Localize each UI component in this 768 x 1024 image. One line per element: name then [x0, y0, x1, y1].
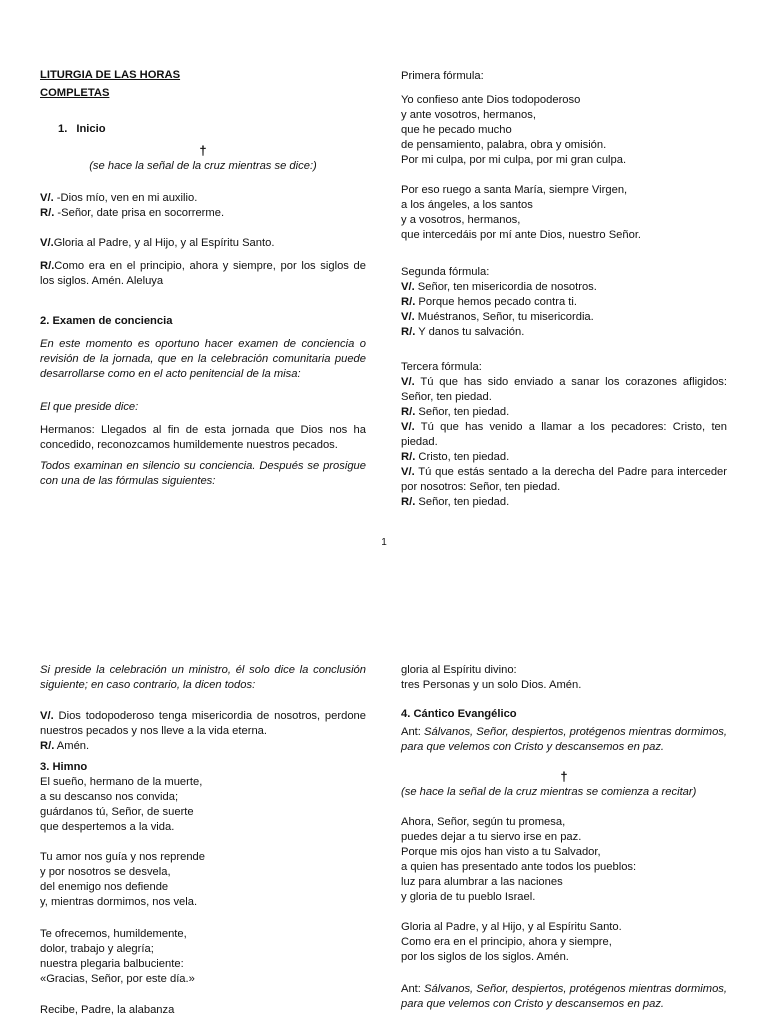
versicle-line: [40, 236, 366, 251]
conclusion-note: Si preside la celebración un ministro, él solo dice la conclusión siguiente; en caso contrario, la dicen todos:: [40, 664, 366, 691]
instruction-text: (se hace la señal de la cruz mientras se dice:): [89, 160, 317, 172]
formula-label: Primera fórmula:: [401, 70, 484, 82]
dialogue-text: Señor, ten misericordia de nosotros.: [414, 281, 597, 293]
verse-line: gloria al Espíritu divino:: [401, 664, 517, 676]
presider-note: El que preside dice:: [40, 401, 139, 413]
versicle-line: [40, 191, 366, 206]
verse-line: El sueño, hermano de la muerte,: [40, 776, 203, 788]
title-line-1: LITURGIA DE LAS HORAS: [40, 69, 181, 81]
page1-right-column: [401, 69, 727, 510]
verse-line: Ahora, Señor, según tu promesa,: [401, 816, 566, 828]
verse-line: por los siglos de los siglos. Amén.: [401, 951, 569, 963]
dialogue-text: Muéstranos, Señor, tu misericordia.: [414, 311, 594, 323]
confiteor-stanza-1: [401, 93, 727, 168]
canticle-stanza-2: [401, 920, 727, 965]
dialogue-line: [401, 310, 727, 325]
dialogue-line: [401, 280, 727, 295]
amen-text: Amén.: [54, 740, 90, 752]
title-line-2: COMPLETAS: [40, 87, 110, 99]
response-text: -Señor, date prisa en socorrerme.: [54, 207, 225, 219]
versicle-mark: V/.: [401, 311, 415, 323]
dialogue-text: Cristo, ten piedad.: [415, 451, 510, 463]
verse-line: nuestra plegaria balbuciente:: [40, 958, 184, 970]
formula-label: Segunda fórmula:: [401, 266, 490, 278]
antiphon-text: Sálvanos, Señor, despiertos, protégenos mientras dormimos, para que velemos con Cristo y descansemos en paz.: [401, 983, 727, 1010]
dialogue-line: [401, 295, 727, 310]
dialogue-line: [401, 325, 727, 340]
verse-line: y por nosotros se desvela,: [40, 866, 171, 878]
canticle-stanza-1: [401, 815, 727, 905]
page1-left-column: [40, 68, 366, 489]
confiteor-stanza-2: [401, 183, 727, 243]
dialogue-text: Señor, ten piedad.: [415, 406, 510, 418]
verse-line: y ante vosotros, hermanos,: [401, 109, 536, 121]
response-mark: R/.: [401, 451, 416, 463]
versicle-mark: V/.: [40, 237, 54, 249]
antiphon-text: Sálvanos, Señor, despiertos, protégenos mientras dormimos, para que velemos con Cristo y descansemos en paz.: [401, 726, 727, 753]
verse-line: y gloria de tu pueblo Israel.: [401, 891, 536, 903]
verse-line: a quien has presentado ante todos los pueblos:: [401, 861, 637, 873]
verse-line: dolor, trabajo y alegría;: [40, 943, 154, 955]
absolution-text: Dios todopoderoso tenga misericordia de nosotros, perdone nuestros pecados y nos lleve a la vida eterna.: [40, 710, 366, 737]
response-mark: R/.: [401, 496, 416, 508]
page-gap: [0, 552, 768, 652]
dialogue-line: [401, 375, 727, 405]
verse-line: que despertemos a la vida.: [40, 821, 175, 833]
dialogue-line: [401, 495, 727, 510]
hymn-stanza-3: [40, 927, 366, 987]
hymn-stanza-1: [40, 775, 366, 835]
amen-line: [40, 739, 366, 754]
absolution-line: [40, 709, 366, 739]
section-heading-cantico: 4. Cántico Evangélico: [401, 708, 517, 720]
page-number: 1: [381, 537, 387, 548]
page2-right-column: [401, 663, 727, 1012]
dialogue-text: Tú que has venido a llamar a los pecadores: Cristo, ten piedad.: [401, 421, 727, 448]
verse-line: Gloria al Padre, y al Hijo, y al Espíritu Santo.: [401, 921, 622, 933]
antiphon-label: Ant:: [401, 983, 421, 995]
response-mark: R/.: [401, 296, 416, 308]
verse-line: Por eso ruego a santa María, siempre Virgen,: [401, 184, 628, 196]
section-number: 1.: [58, 123, 68, 135]
verse-line: que he pecado mucho: [401, 124, 512, 136]
response-mark: R/.: [401, 406, 416, 418]
verse-line: a su descanso nos convida;: [40, 791, 179, 803]
verse-line: tres Personas y un solo Dios. Amén.: [401, 679, 582, 691]
versicle-mark: V/.: [40, 710, 54, 722]
dialogue-text: Y danos tu salvación.: [415, 326, 525, 338]
antiphon-label: Ant:: [401, 726, 421, 738]
verse-line: luz para alumbrar a las naciones: [401, 876, 563, 888]
response-mark: R/.: [40, 260, 55, 272]
verse-line: y a vosotros, hermanos,: [401, 214, 521, 226]
dialogue-text: Tú que estás sentado a la derecha del Padre para interceder por nosotros: Señor, ten piedad.: [401, 466, 727, 493]
verse-line: que intercedáis por mí ante Dios, nuestro Señor.: [401, 229, 642, 241]
dialogue-line: [401, 450, 727, 465]
verse-line: Por mi culpa, por mi culpa, por mi gran culpa.: [401, 154, 627, 166]
formula-label: Tercera fórmula:: [401, 361, 482, 373]
verse-line: del enemigo nos defiende: [40, 881, 169, 893]
dialogue-line: [401, 465, 727, 495]
response-mark: R/.: [40, 740, 55, 752]
verse-line: a los ángeles, a los santos: [401, 199, 533, 211]
presider-words: Hermanos: Llegados al fin de esta jornada que Dios nos ha concedido, reconozcamos humildemente nuestros pecados.: [40, 424, 366, 451]
page2-left-column: [40, 663, 366, 1018]
verse-line: y, mientras dormimos, nos vela.: [40, 896, 198, 908]
verse-line: guárdanos tú, Señor, de suerte: [40, 806, 194, 818]
response-line: [40, 259, 366, 289]
verse-line: Porque mis ojos han visto a tu Salvador,: [401, 846, 601, 858]
antiphon: [401, 982, 727, 1012]
response-mark: R/.: [401, 326, 416, 338]
section-title: Inicio: [76, 123, 106, 135]
dialogue-line: [401, 405, 727, 420]
versicle-mark: V/.: [401, 281, 415, 293]
versicle-mark: V/.: [401, 376, 415, 388]
dialogue-text: Señor, ten piedad.: [415, 496, 510, 508]
response-mark: R/.: [40, 207, 55, 219]
dialogue-text: Porque hemos pecado contra ti.: [415, 296, 577, 308]
verse-line: Como era en el principio, ahora y siempre,: [401, 936, 612, 948]
response-text: Como era en el principio, ahora y siempre, por los siglos de los siglos. Amén. Aleluya: [40, 260, 366, 287]
examen-intro: En este momento es oportuno hacer examen de conciencia o revisión de la jornada, que en la celebración comunitaria puede desarrollarse como en el acto penitencial de la misa:: [40, 338, 366, 380]
section-heading-himno: 3. Himno: [40, 761, 88, 773]
dialogue-line: [401, 420, 727, 450]
hymn-stanza-2: [40, 850, 366, 910]
verse-line: Recibe, Padre, la alabanza: [40, 1004, 175, 1016]
dialogue-text: Tú que has sido enviado a sanar los corazones afligidos: Señor, ten piedad.: [401, 376, 727, 403]
verse-line: de pensamiento, palabra, obra y omisión.: [401, 139, 607, 151]
cross-icon: †: [199, 143, 207, 158]
versicle-mark: V/.: [401, 421, 415, 433]
versicle-text: Gloria al Padre, y al Hijo, y al Espíritu Santo.: [53, 237, 275, 249]
silence-note: Todos examinan en silencio su conciencia. Después se prosigue con una de las fórmulas siguientes:: [40, 460, 366, 487]
instruction-text: (se hace la señal de la cruz mientras se comienza a recitar): [401, 786, 697, 798]
verse-line: Yo confieso ante Dios todopoderoso: [401, 94, 581, 106]
response-line: [40, 206, 366, 221]
antiphon: [401, 725, 727, 755]
verse-line: «Gracias, Señor, por este día.»: [40, 973, 195, 985]
versicle-mark: V/.: [401, 466, 415, 478]
verse-line: Te ofrecemos, humildemente,: [40, 928, 187, 940]
verse-line: Tu amor nos guía y nos reprende: [40, 851, 206, 863]
section-heading-inicio: [40, 122, 366, 137]
verse-line: puedes dejar a tu siervo irse en paz.: [401, 831, 582, 843]
versicle-text: -Dios mío, ven en mi auxilio.: [53, 192, 198, 204]
versicle-mark: V/.: [40, 192, 54, 204]
section-heading-examen: 2. Examen de conciencia: [40, 315, 173, 327]
cross-icon: †: [560, 769, 568, 784]
